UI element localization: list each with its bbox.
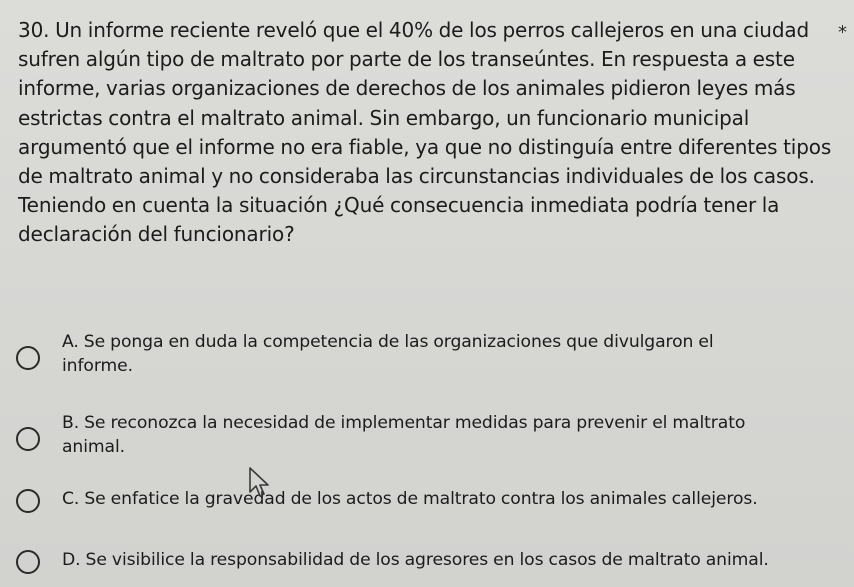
option-c[interactable]: [0, 486, 854, 516]
option-c-label: [62, 487, 758, 511]
question-line: estrictas contra el maltrato animal. Sin embargo, un funcionario municipal: [18, 105, 750, 130]
option-line: B. Se reconozca la necesidad de implementar medidas para prevenir el maltrato: [62, 413, 746, 433]
option-b[interactable]: [0, 411, 854, 467]
question-text: [18, 16, 838, 250]
question-line: 30. Un informe reciente reveló que el 40% de los perros callejeros en una ciudad: [18, 18, 810, 42]
radio-unselected-icon[interactable]: [16, 427, 40, 451]
question-line: Teniendo en cuenta la situación ¿Qué consecuencia inmediata podría tener la: [18, 193, 780, 218]
option-line: animal.: [62, 437, 126, 457]
option-d[interactable]: [0, 547, 854, 577]
question-line: sufren algún tipo de maltrato por parte de los transeúntes. En respuesta a este: [18, 47, 795, 72]
radio-unselected-icon[interactable]: [16, 489, 40, 513]
option-line: A. Se ponga en duda la competencia de las organizaciones que divulgaron el: [62, 332, 714, 352]
question-line: de maltrato animal y no consideraba las circunstancias individuales de los casos.: [18, 164, 815, 189]
required-star-icon: *: [838, 22, 847, 43]
option-d-label: [62, 548, 769, 572]
question-line: declaración del funcionario?: [18, 222, 295, 247]
option-a-label: [62, 330, 714, 378]
radio-unselected-icon[interactable]: [16, 550, 40, 574]
option-a[interactable]: [0, 330, 854, 386]
option-line: C. Se enfatice la gravedad de los actos de maltrato contra los animales callejeros.: [62, 489, 758, 509]
question-line: informe, varias organizaciones de derechos de los animales pidieron leyes más: [18, 76, 796, 101]
option-line: informe.: [62, 356, 133, 376]
option-line: D. Se visibilice la responsabilidad de los agresores en los casos de maltrato animal.: [62, 550, 769, 570]
question-line: argumentó que el informe no era fiable, ya que no distinguía entre diferentes tipos: [18, 134, 832, 159]
option-b-label: [62, 411, 745, 459]
radio-unselected-icon[interactable]: [16, 346, 40, 370]
